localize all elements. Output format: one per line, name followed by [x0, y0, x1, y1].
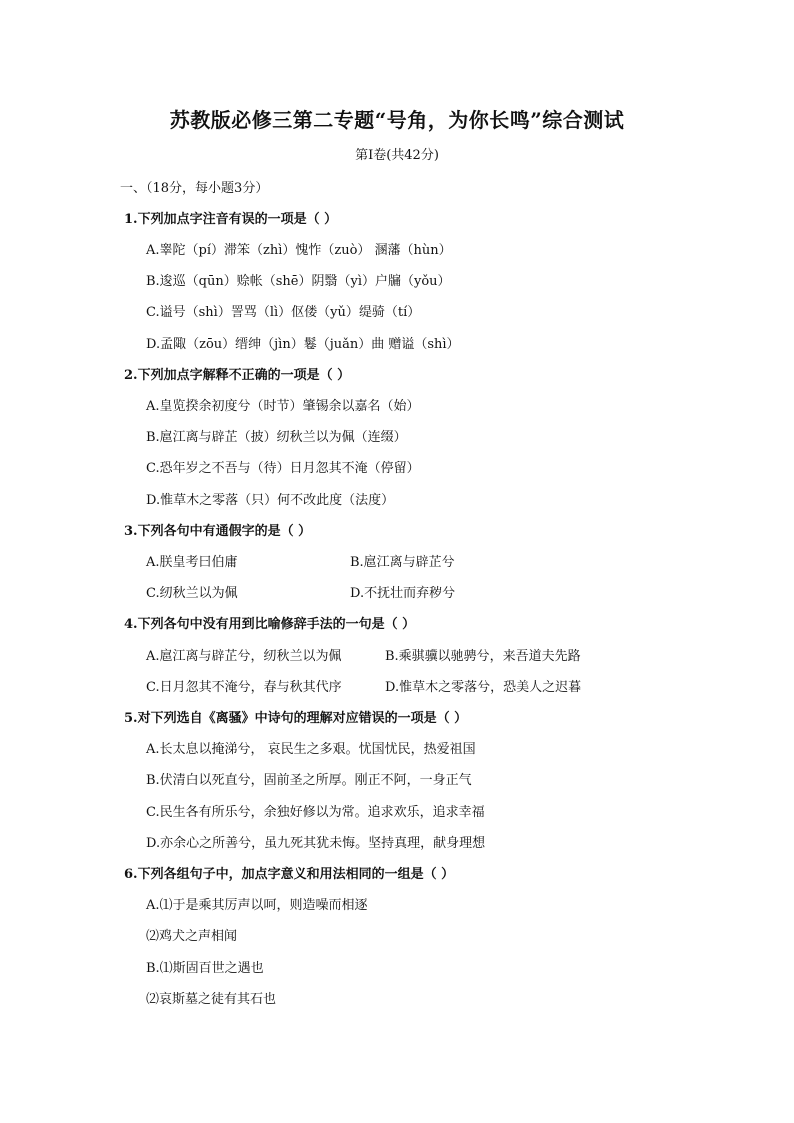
question-3-stem: 3.下列各句中有通假字的是（ ）	[124, 524, 312, 539]
question-4-option-c: C.日月忽其不淹兮，春与秋其代序	[146, 680, 342, 695]
question-2-option-c: C.恐年岁之不吾与（待）日月忽其不淹（停留）	[146, 461, 420, 476]
question-4-option-d: D.惟草木之零落兮，恐美人之迟暮	[385, 680, 582, 695]
question-6-option-b-line1: B.⑴斯固百世之遇也	[146, 961, 264, 976]
page-title: 苏教版必修三第二专题“号角，为你长鸣”综合测试	[169, 108, 625, 132]
question-4-option-b: B.乘骐骥以驰骋兮，来吾道夫先路	[385, 649, 581, 664]
question-4-stem: 4.下列各句中没有用到比喻修辞手法的一句是（ ）	[124, 617, 416, 632]
question-1-option-b: B.逡巡（qūn）赊帐（shē）阴翳（yì）户牖（yǒu）	[146, 274, 451, 289]
question-4-option-a: A.扈江离与辟芷兮，纫秋兰以为佩	[146, 649, 342, 664]
question-2-option-d: D.惟草木之零落（只）何不改此度（法度）	[146, 493, 395, 508]
question-5-option-c: C.民生各有所乐兮，余独好修以为常。追求欢乐，追求幸福	[146, 805, 485, 820]
question-2-option-a: A.皇览揆余初度兮（时节）肇锡余以嘉名（始）	[146, 399, 420, 414]
section-heading: 一、（18分，每小题3分）	[120, 181, 269, 196]
question-3-option-a: A.朕皇考曰伯庸	[146, 555, 238, 570]
question-2-option-b: B.扈江离与辟芷（披）纫秋兰以为佩（连缀）	[146, 430, 407, 445]
question-5-option-a: A.长太息以掩涕兮， 哀民生之多艰。忧国忧民，热爱祖国	[146, 742, 476, 757]
question-6-option-b-line2: ⑵哀斯墓之徒有其石也	[146, 992, 277, 1007]
question-3-option-b: B.扈江离与辟芷兮	[350, 555, 455, 570]
question-6-option-a-line2: ⑵鸡犬之声相闻	[146, 929, 238, 944]
question-6-stem: 6.下列各组句子中，加点字意义和用法相同的一组是（ ）	[124, 867, 455, 882]
question-2-stem: 2.下列加点字解释不正确的一项是（ ）	[124, 368, 351, 383]
question-3-option-d: D.不抚壮而弃秽兮	[350, 586, 456, 601]
question-1-stem: 1.下列加点字注音有误的一项是（ ）	[124, 212, 338, 227]
question-3-option-c: C.纫秋兰以为佩	[146, 586, 238, 601]
question-1-option-a: A.睾陀（pí）滞笨（zhì）愧怍（zuò） 溷藩（hùn）	[146, 243, 452, 258]
question-1-option-d: D.孟陬（zōu）缙绅（jìn）鬈（juǎn）曲 赠谥（shì）	[146, 337, 460, 352]
question-5-option-b: B.伏清白以死直兮，固前圣之所厚。刚正不阿，一身正气	[146, 773, 472, 788]
question-1-option-c: C.谥号（shì）詈骂（lì）伛偻（yǔ）缇骑（tí）	[146, 305, 421, 320]
question-6-option-a-line1: A.⑴于是乘其厉声以呵，则造噪而相逐	[146, 898, 368, 913]
question-5-option-d: D.亦余心之所善兮，虽九死其犹未悔。坚持真理，献身理想	[146, 836, 486, 851]
paper-subtitle: 第Ⅰ卷(共42分)	[355, 148, 439, 163]
question-5-stem: 5.对下列选自《离骚》中诗句的理解对应错误的一项是（ ）	[124, 711, 468, 726]
